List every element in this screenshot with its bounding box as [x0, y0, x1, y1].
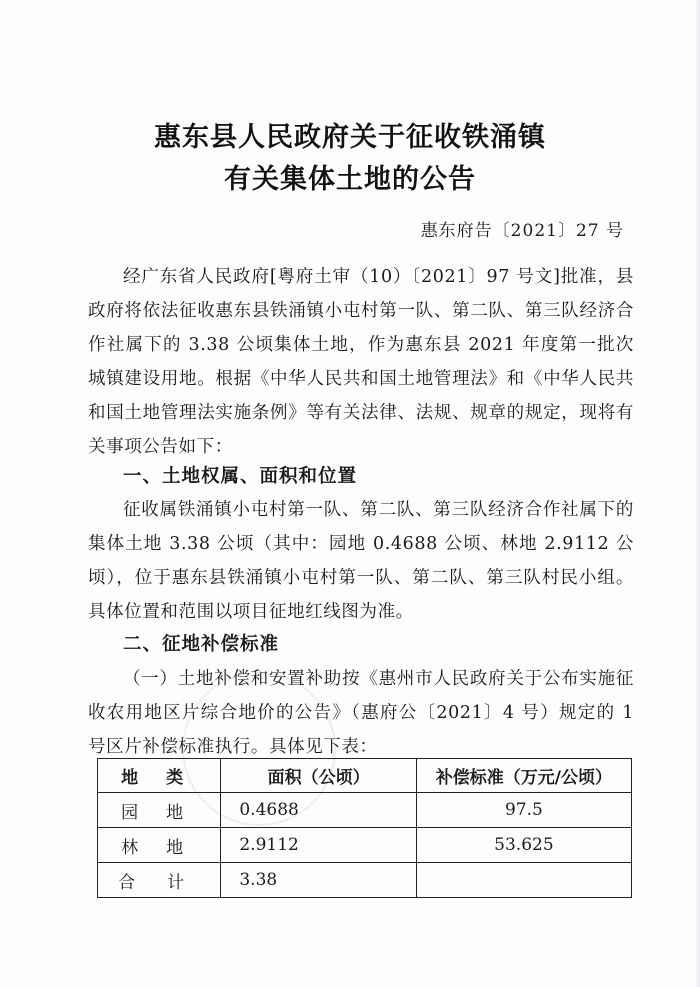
document-number: 惠东府告〔2021〕27 号: [420, 221, 624, 241]
document-title-line-2: 有关集体土地的公告: [224, 164, 476, 195]
compensation-table: [97, 758, 632, 898]
table-cell-land-type: 林地: [98, 828, 221, 863]
section-1-body: 征收属铁涌镇小屯村第一队、第二队、第三队经济合作社属下的集体土地 3.38 公顷（其中：园地 0.4688 公顷、林地 2.9112 公顷），位于惠东县铁涌镇小屯村第一队、第二队、第三队村民小组。具体位置和范围以项目征地红线图为准。: [88, 500, 634, 622]
table-cell-land-type: 园地: [98, 793, 221, 828]
table-row: [98, 828, 632, 863]
table-header-cell: 面积（公顷）: [221, 759, 416, 793]
table-cell-area: 3.38: [221, 863, 416, 898]
table-header-cell: 补偿标准（万元/公顷）: [416, 759, 631, 793]
table-row: [98, 863, 632, 898]
section-2-body: （一）土地补偿和安置补助按《惠州市人民政府关于公布实施征收农用地区片综合地价的公告》（惠府公〔2021〕4 号）规定的 1 号区片补偿标准执行。具体见下表：: [88, 669, 634, 757]
intro-paragraph: 经广东省人民政府[粤府土审（10）〔2021〕97 号文]批准，县政府将依法征收惠东县铁涌镇小屯村第一队、第二队、第三队经济合作社属下的 3.38 公顷集体土地，作为惠东县 2021 年度第一批次城镇建设用地。根据《中华人民共和国土地管理法》和《中华人民共和国土地管理法实施条例》等有关法律、法规、规章的规定，现将有关事项公告如下：: [88, 267, 634, 457]
section-1-heading: 一、土地权属、面积和位置: [123, 466, 358, 487]
table-cell-area: 2.9112: [221, 828, 416, 863]
table-cell-standard: 97.5: [416, 793, 631, 828]
table-cell-standard: [416, 863, 631, 898]
table-header-cell: 地类: [98, 759, 221, 793]
page-edge-shadow: [694, 0, 700, 987]
section-2-heading: 二、征地补偿标准: [123, 634, 280, 655]
document-title-line-1: 惠东县人民政府关于征收铁涌镇: [154, 122, 546, 153]
table-header-row: [98, 759, 632, 793]
table-cell-land-type: 合计: [98, 863, 221, 898]
table-cell-area: 0.4688: [221, 793, 416, 828]
table-cell-standard: 53.625: [416, 828, 631, 863]
table-row: [98, 793, 632, 828]
